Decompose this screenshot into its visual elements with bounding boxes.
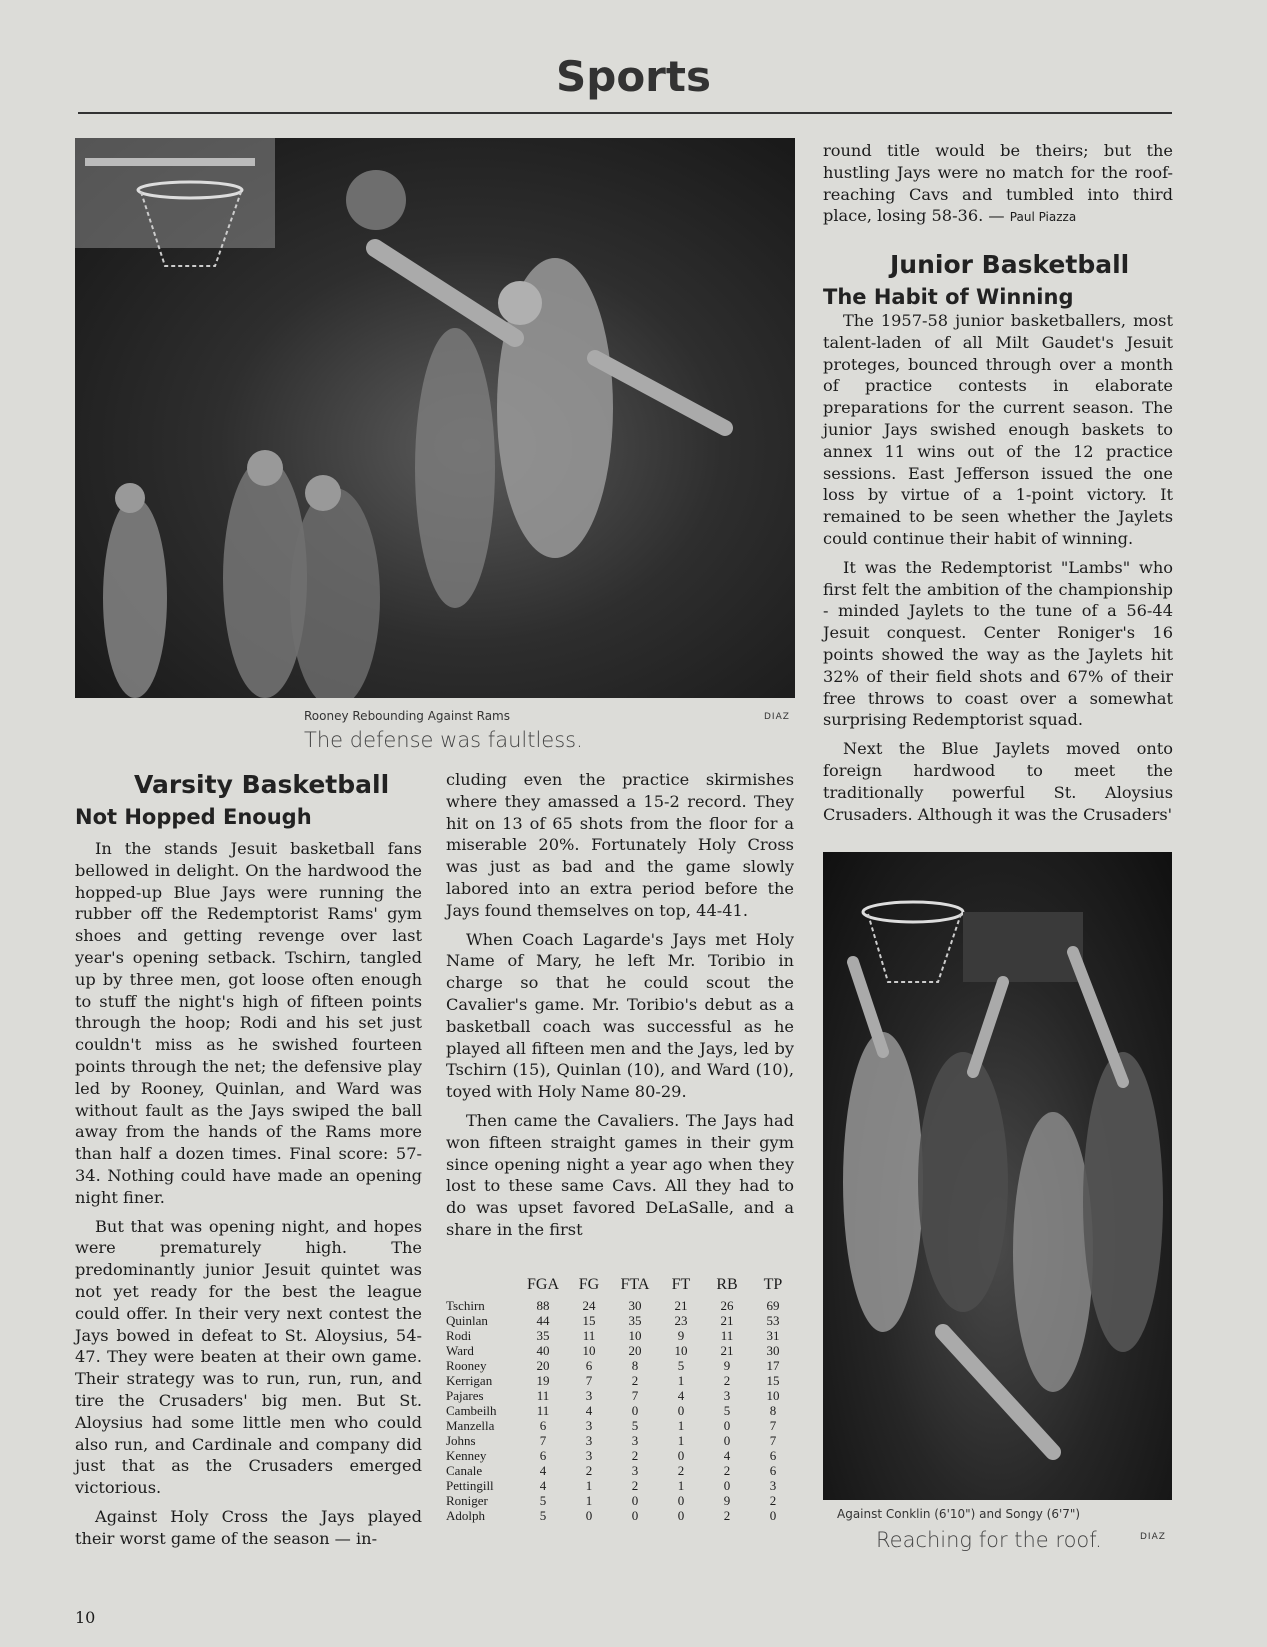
stats-player-name: Kenney <box>446 1448 487 1463</box>
stats-cell-fga: 19 <box>536 1373 550 1388</box>
stats-cell-fta: 10 <box>628 1328 642 1343</box>
stats-cell-fg: 10 <box>582 1343 596 1358</box>
stats-cell-fga: 35 <box>536 1328 550 1343</box>
header-rule <box>78 112 1172 114</box>
stats-cell-tp: 30 <box>766 1343 780 1358</box>
stats-cell-ft: 21 <box>674 1298 688 1313</box>
stats-cell-tp: 15 <box>766 1373 780 1388</box>
stats-cell-tp: 3 <box>769 1478 777 1493</box>
stats-cell-fg: 1 <box>585 1478 593 1493</box>
stats-cell-fta: 3 <box>631 1463 639 1478</box>
stats-cell-fga: 44 <box>536 1313 550 1328</box>
varsity-column-middle <box>446 769 794 1248</box>
stats-cell-ft: 9 <box>677 1328 685 1343</box>
stats-cell-fga: 5 <box>539 1508 547 1523</box>
stats-cell-fta: 0 <box>631 1403 639 1418</box>
stats-row <box>446 1328 796 1343</box>
stats-cell-fga: 6 <box>539 1418 547 1433</box>
stats-cell-rb: 9 <box>723 1358 731 1373</box>
stats-player-name: Rodi <box>446 1328 472 1343</box>
junior-heading: Junior Basketball <box>890 250 1130 279</box>
stats-cell-fta: 2 <box>631 1373 639 1388</box>
page-number: 10 <box>75 1608 96 1627</box>
stats-cell-ft: 0 <box>677 1448 685 1463</box>
stats-header-ft: FT <box>671 1276 691 1293</box>
stats-player-name: Kerrigan <box>446 1373 493 1388</box>
stats-cell-tp: 53 <box>766 1313 780 1328</box>
stats-cell-ft: 1 <box>677 1373 685 1388</box>
stats-player-name: Rooney <box>446 1358 487 1373</box>
stats-row <box>446 1448 796 1463</box>
photo-rooney-rebounding-art <box>75 138 795 698</box>
stats-cell-fga: 40 <box>536 1343 550 1358</box>
varsity-continuation-text: round title would be theirs; but the hustling Jays were no match for the roof-reaching Cavs and tumbled into third place, losing 58-36. — <box>823 141 1173 226</box>
stats-cell-fg: 3 <box>585 1418 593 1433</box>
stats-cell-fta: 2 <box>631 1448 639 1463</box>
stats-row <box>446 1403 796 1418</box>
stats-cell-tp: 10 <box>766 1388 780 1403</box>
junior-paragraph-2: It was the Redemptorist "Lambs" who first felt the ambition of the championship - minded Jaylets to the tune of a 56-44 Jesuit conquest. Center Roniger's 16 points showed the way as the Jaylets hit 32% of their field shots and 67% of their free throws to coast over a somewhat surprising Redemptorist squad. <box>823 557 1173 730</box>
varsity-heading: Varsity Basketball <box>134 770 390 799</box>
stats-cell-rb: 11 <box>720 1328 734 1343</box>
stats-cell-tp: 6 <box>769 1463 777 1478</box>
stats-cell-ft: 1 <box>677 1418 685 1433</box>
stats-cell-rb: 3 <box>723 1388 731 1403</box>
photographer-right: DIAZ <box>1140 1532 1166 1542</box>
stats-cell-fg: 2 <box>585 1463 593 1478</box>
stats-cell-fg: 6 <box>585 1358 593 1373</box>
stats-row <box>446 1493 796 1508</box>
stats-cell-tp: 0 <box>769 1508 777 1523</box>
stats-player-name: Pajares <box>446 1388 484 1403</box>
stats-cell-fta: 35 <box>628 1313 642 1328</box>
stats-cell-tp: 2 <box>769 1493 777 1508</box>
stats-cell-fta: 30 <box>628 1298 642 1313</box>
caption-top: The defense was faultless. <box>304 728 583 752</box>
stats-row <box>446 1388 796 1403</box>
stats-cell-ft: 10 <box>674 1343 688 1358</box>
stats-header-fta: FTA <box>620 1276 650 1293</box>
stats-cell-fga: 11 <box>536 1388 550 1403</box>
stats-header-rb: RB <box>716 1276 738 1293</box>
stats-cell-fta: 2 <box>631 1478 639 1493</box>
stats-cell-ft: 1 <box>677 1478 685 1493</box>
varsity-paragraph-3: Against Holy Cross the Jays played their worst game of the season — in- <box>75 1506 422 1548</box>
photo-credit-right: Against Conklin (6'10") and Songy (6'7") <box>837 1507 1081 1521</box>
right-column-top <box>823 140 1173 236</box>
stats-cell-rb: 21 <box>720 1313 734 1328</box>
stats-cell-rb: 2 <box>723 1373 731 1388</box>
stats-player-name: Cambeilh <box>446 1403 497 1418</box>
stats-cell-rb: 2 <box>723 1463 731 1478</box>
stats-cell-rb: 2 <box>723 1508 731 1523</box>
stats-player-name: Ward <box>446 1343 474 1358</box>
stats-cell-rb: 0 <box>723 1478 731 1493</box>
stats-cell-tp: 31 <box>766 1328 780 1343</box>
stats-body <box>446 1298 796 1523</box>
stats-cell-fg: 24 <box>582 1298 596 1313</box>
stats-row <box>446 1433 796 1448</box>
photo-reaching-for-roof <box>823 852 1172 1500</box>
stats-table <box>446 1276 796 1523</box>
stats-cell-tp: 7 <box>769 1433 777 1448</box>
stats-cell-fg: 7 <box>585 1373 593 1388</box>
varsity-paragraph-5: When Coach Lagarde's Jays met Holy Name of Mary, he left Mr. Toribio in charge so that he could scout the Cavalier's game. Mr. Toribio's debut as a basketball coach was successful as he played all fifteen men and the Jays, led by Tschirn (15), Quinlan (10), and Ward (10), toyed with Holy Name 80-29. <box>446 929 794 1102</box>
stats-header-tp: TP <box>763 1276 783 1293</box>
varsity-paragraph-4: cluding even the practice skirmishes where they amassed a 15-2 record. They hit on 13 of 65 shots from the floor for a miserable 20%. Fortunately Holy Cross was just as bad and the game slowly labored into an extra period before the Jays found themselves on top, 44-41. <box>446 770 794 920</box>
junior-subheading: The Habit of Winning <box>823 285 1074 309</box>
varsity-paragraph-1: In the stands Jesuit basketball fans bellowed in delight. On the hardwood the hopped-up Blue Jays were running the rubber off the Redemptorist Rams' gym shoes and getting revenge over last year's opening setback. Tschirn, tangled up by three men, got loose often enough to stuff the night's high of fifteen points through the hoop; Rodi and his set just couldn't miss as he swished fourteen points through the net; the defensive play led by Rooney, Quinlan, and Ward was without fault as the Jays swiped the ball away from the hands of the Rams more than half a dozen times. Final score: 57-34. Nothing could have made an opening night finer. <box>75 839 422 1207</box>
stats-player-name: Canale <box>446 1463 483 1478</box>
stats-cell-fg: 3 <box>585 1433 593 1448</box>
byline: Paul Piazza <box>1009 210 1077 225</box>
stats-row <box>446 1298 796 1313</box>
stats-row <box>446 1373 796 1388</box>
stats-player-name: Johns <box>446 1433 476 1448</box>
stats-cell-tp: 69 <box>766 1298 780 1313</box>
stats-row <box>446 1358 796 1373</box>
stats-header-fga: FGA <box>526 1276 559 1293</box>
stats-cell-fga: 20 <box>536 1358 550 1373</box>
stats-cell-fg: 4 <box>585 1403 593 1418</box>
photographer-top: DIAZ <box>764 712 790 722</box>
stats-cell-rb: 26 <box>720 1298 734 1313</box>
stats-header-name <box>446 1276 520 1298</box>
varsity-continuation <box>823 140 1173 229</box>
stats-player-name: Pettingill <box>446 1478 494 1493</box>
stats-cell-fga: 4 <box>539 1463 547 1478</box>
stats-player-name: Adolph <box>446 1508 485 1523</box>
junior-paragraph-1: The 1957-58 junior basketballers, most talent-laden of all Milt Gaudet's Jesuit proteges, bounced through over a month of practice contests in elaborate preparations for the current season. The junior Jays swished enough baskets to annex 11 wins out of the 12 practice sessions. East Jefferson issued the one loss by virtue of a 1-point victory. It remained to be seen whether the Jaylets could continue their habit of winning. <box>823 311 1173 548</box>
stats-header-row <box>446 1276 796 1298</box>
stats-cell-rb: 9 <box>723 1493 731 1508</box>
stats-cell-tp: 8 <box>769 1403 777 1418</box>
stats-player-name: Manzella <box>446 1418 495 1433</box>
stats-cell-fga: 11 <box>536 1403 550 1418</box>
stats-cell-fga: 7 <box>539 1433 547 1448</box>
stats-row <box>446 1463 796 1478</box>
stats-cell-fta: 20 <box>628 1343 642 1358</box>
stats-cell-tp: 17 <box>766 1358 780 1373</box>
varsity-paragraph-2: But that was opening night, and hopes were prematurely high. The predominantly junior Jesuit quintet was not yet ready for the best the league could offer. In their very next contest the Jays bowed in defeat to St. Aloysius, 54-47. They were beaten at their own game. Their strategy was to run, run, run, and tire the Crusaders' big men. But St. Aloysius had some little men who could also run, and Cardinale and company did just that as the Crusaders emerged victorious. <box>75 1216 422 1498</box>
caption-right: Reaching for the roof. <box>876 1528 1102 1552</box>
stats-header-fg: FG <box>578 1276 600 1293</box>
photo-credit-top: Rooney Rebounding Against Rams <box>304 709 510 723</box>
stats-cell-fga: 5 <box>539 1493 547 1508</box>
stats-cell-fta: 5 <box>631 1418 639 1433</box>
stats-cell-fta: 3 <box>631 1433 639 1448</box>
stats-cell-fg: 0 <box>585 1508 593 1523</box>
stats-row <box>446 1343 796 1358</box>
stats-row <box>446 1313 796 1328</box>
junior-paragraph-3: Next the Blue Jaylets moved onto foreign hardwood to meet the traditionally powerful St. Aloysius Crusaders. Although it was the Crusaders' <box>823 739 1173 824</box>
stats-cell-fta: 0 <box>631 1508 639 1523</box>
stats-cell-rb: 0 <box>723 1433 731 1448</box>
stats-cell-ft: 0 <box>677 1508 685 1523</box>
varsity-subheading: Not Hopped Enough <box>75 805 312 829</box>
stats-cell-ft: 5 <box>677 1358 685 1373</box>
stats-player-name: Tschirn <box>446 1298 485 1313</box>
stats-cell-tp: 7 <box>769 1418 777 1433</box>
stats-cell-fg: 3 <box>585 1448 593 1463</box>
stats-cell-fg: 3 <box>585 1388 593 1403</box>
stats-cell-fg: 1 <box>585 1493 593 1508</box>
stats-cell-ft: 4 <box>677 1388 685 1403</box>
stats-row <box>446 1418 796 1433</box>
stats-row <box>446 1508 796 1523</box>
stats-cell-fga: 4 <box>539 1478 547 1493</box>
stats-cell-rb: 5 <box>723 1403 731 1418</box>
stats-cell-fta: 8 <box>631 1358 639 1373</box>
stats-cell-ft: 1 <box>677 1433 685 1448</box>
stats-cell-ft: 0 <box>677 1403 685 1418</box>
stats-player-name: Quinlan <box>446 1313 488 1328</box>
stats-cell-ft: 0 <box>677 1493 685 1508</box>
varsity-paragraph-6: Then came the Cavaliers. The Jays had won fifteen straight games in their gym since opening night a year ago when they lost to these same Cavs. All they had to do was upset favored DeLaSalle, and a share in the first <box>446 1110 794 1239</box>
stats-cell-fga: 88 <box>536 1298 550 1313</box>
stats-cell-fta: 0 <box>631 1493 639 1508</box>
section-title: Sports <box>556 52 711 101</box>
varsity-column-left <box>75 838 422 1557</box>
stats-cell-tp: 6 <box>769 1448 777 1463</box>
stats-cell-rb: 4 <box>723 1448 731 1463</box>
stats-cell-fta: 7 <box>631 1388 639 1403</box>
stats-row <box>446 1478 796 1493</box>
stats-cell-rb: 21 <box>720 1343 734 1358</box>
stats-cell-ft: 2 <box>677 1463 685 1478</box>
photo-rooney-rebounding <box>75 138 795 698</box>
stats-player-name: Roniger <box>446 1493 488 1508</box>
stats-cell-fg: 11 <box>582 1328 596 1343</box>
photo-reaching-for-roof-art <box>823 852 1172 1500</box>
stats-cell-fg: 15 <box>582 1313 596 1328</box>
stats-cell-rb: 0 <box>723 1418 731 1433</box>
junior-column <box>823 310 1173 832</box>
stats-cell-fga: 6 <box>539 1448 547 1463</box>
stats-cell-ft: 23 <box>674 1313 688 1328</box>
